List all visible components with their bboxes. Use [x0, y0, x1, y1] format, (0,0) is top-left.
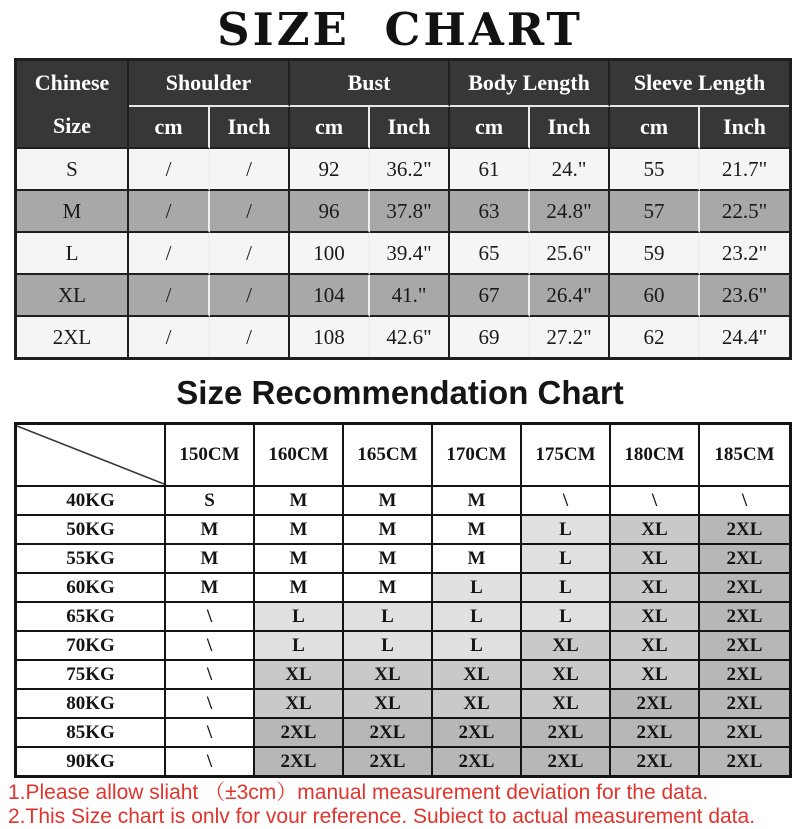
group-header-sleeve-length: Sleeve Length	[610, 61, 789, 107]
recommended-size-cell: M	[255, 487, 344, 516]
recommended-size-cell: 2XL	[255, 748, 344, 775]
note-line-1: 1.Please allow sliaht （±3cm）manual measurement deviation for the data.	[8, 781, 709, 804]
recommended-size-cell: \	[166, 632, 255, 661]
recommended-size-cell: 2XL	[433, 719, 522, 748]
recommended-size-cell: 2XL	[700, 690, 789, 719]
size-table-units-row	[17, 107, 789, 149]
recommended-size-cell: L	[522, 574, 611, 603]
recommended-size-cell: 2XL	[700, 632, 789, 661]
unit-header-inch: Inch	[530, 107, 610, 149]
size-label: L	[17, 233, 129, 275]
recommended-size-cell: 2XL	[344, 719, 433, 748]
size-row-XL	[17, 275, 789, 317]
weight-label: 75KG	[17, 661, 166, 690]
size-value-cell: /	[129, 191, 210, 233]
recommended-size-cell: M	[344, 516, 433, 545]
recommended-size-cell: L	[433, 632, 522, 661]
size-value-cell: 108	[290, 317, 370, 357]
recommended-size-cell: M	[433, 516, 522, 545]
recommended-size-cell: M	[344, 545, 433, 574]
recommended-size-cell: M	[433, 487, 522, 516]
size-value-cell: 41."	[370, 275, 450, 317]
size-label: S	[17, 149, 129, 191]
size-row-L	[17, 233, 789, 275]
recommended-size-cell: 2XL	[700, 719, 789, 748]
weight-label: 80KG	[17, 690, 166, 719]
weight-label: 40KG	[17, 487, 166, 516]
weight-row-75KG	[17, 661, 789, 690]
recommended-size-cell: L	[522, 603, 611, 632]
chinese-size-label-stack	[17, 55, 127, 153]
recommended-size-cell: XL	[344, 661, 433, 690]
height-header: 180CM	[611, 425, 700, 487]
weight-label: 60KG	[17, 574, 166, 603]
size-value-cell: 39.4"	[370, 233, 450, 275]
recommended-size-cell: L	[522, 516, 611, 545]
size-value-cell: 61	[450, 149, 530, 191]
recommended-size-cell: XL	[433, 690, 522, 719]
recommended-size-cell: \	[700, 487, 789, 516]
unit-header-inch: Inch	[370, 107, 450, 149]
unit-header-cm: cm	[450, 107, 530, 149]
corner-label-line1: Chinese	[34, 69, 110, 95]
recommended-size-cell: XL	[611, 574, 700, 603]
recommended-size-cell: XL	[611, 545, 700, 574]
size-value-cell: 60	[610, 275, 700, 317]
group-header-bust: Bust	[290, 61, 450, 107]
recommended-size-cell: 2XL	[522, 748, 611, 775]
weight-row-85KG	[17, 719, 789, 748]
size-value-cell: 27.2"	[530, 317, 610, 357]
recommended-size-cell: 2XL	[700, 603, 789, 632]
size-value-cell: /	[129, 317, 210, 357]
recommended-size-cell: 2XL	[700, 748, 789, 775]
size-value-cell: /	[210, 317, 290, 357]
size-row-2XL	[17, 317, 789, 357]
recommended-size-cell: L	[255, 632, 344, 661]
recommended-size-cell: L	[255, 603, 344, 632]
size-recommendation-table	[14, 422, 792, 778]
recommended-size-cell: M	[344, 574, 433, 603]
corner-label-line2: Size	[53, 112, 91, 138]
recommended-size-cell: M	[166, 545, 255, 574]
recommended-size-cell: L	[433, 603, 522, 632]
size-value-cell: 26.4"	[530, 275, 610, 317]
recommended-size-cell: XL	[255, 661, 344, 690]
recommended-size-cell: 2XL	[611, 748, 700, 775]
recommended-size-cell: M	[166, 574, 255, 603]
group-header-shoulder: Shoulder	[129, 61, 290, 107]
size-chart-page	[0, 3, 800, 828]
recommended-size-cell: XL	[522, 690, 611, 719]
size-label: M	[17, 191, 129, 233]
weight-label: 85KG	[17, 719, 166, 748]
weight-row-65KG	[17, 603, 789, 632]
recommended-size-cell: XL	[611, 516, 700, 545]
recommended-size-cell: XL	[255, 690, 344, 719]
size-value-cell: 21.7"	[700, 149, 789, 191]
recommended-size-cell: XL	[611, 603, 700, 632]
recommended-size-cell: L	[344, 632, 433, 661]
size-value-cell: 57	[610, 191, 700, 233]
weight-label: 55KG	[17, 545, 166, 574]
height-header: 185CM	[700, 425, 789, 487]
height-header: 175CM	[522, 425, 611, 487]
size-value-cell: 24.4"	[700, 317, 789, 357]
recommended-size-cell: XL	[433, 661, 522, 690]
size-value-cell: 69	[450, 317, 530, 357]
unit-header-cm: cm	[290, 107, 370, 149]
recommended-size-cell: 2XL	[611, 719, 700, 748]
size-row-S	[17, 149, 789, 191]
recommended-size-cell: 2XL	[700, 545, 789, 574]
note-line-2: 2.This Size chart is onlv for vour reference. Subiect to actual measurement data.	[8, 805, 756, 828]
size-value-cell: 104	[290, 275, 370, 317]
size-value-cell: 59	[610, 233, 700, 275]
height-weight-corner-cell	[17, 425, 166, 487]
section-title: Size Recommendation Chart	[176, 374, 624, 411]
size-value-cell: /	[129, 149, 210, 191]
weight-row-90KG	[17, 748, 789, 775]
weight-label: 70KG	[17, 632, 166, 661]
recommended-size-cell: \	[522, 487, 611, 516]
weight-row-60KG	[17, 574, 789, 603]
recommended-size-cell: M	[166, 516, 255, 545]
size-value-cell: /	[210, 233, 290, 275]
recommended-size-cell: M	[344, 487, 433, 516]
weight-row-50KG	[17, 516, 789, 545]
size-value-cell: /	[210, 191, 290, 233]
size-value-cell: 55	[610, 149, 700, 191]
recommended-size-cell: M	[255, 574, 344, 603]
recommended-size-cell: L	[344, 603, 433, 632]
height-header-row	[17, 425, 789, 487]
height-header: 165CM	[344, 425, 433, 487]
unit-header-inch: Inch	[700, 107, 789, 149]
recommended-size-cell: \	[166, 603, 255, 632]
recommended-size-cell: XL	[611, 661, 700, 690]
recommended-size-cell: \	[166, 690, 255, 719]
weight-label: 65KG	[17, 603, 166, 632]
size-value-cell: 24."	[530, 149, 610, 191]
recommended-size-cell: 2XL	[700, 516, 789, 545]
recommended-size-cell: 2XL	[700, 661, 789, 690]
size-value-cell: /	[129, 275, 210, 317]
size-value-cell: 42.6"	[370, 317, 450, 357]
size-value-cell: 67	[450, 275, 530, 317]
recommended-size-cell: 2XL	[522, 719, 611, 748]
unit-header-cm: cm	[129, 107, 210, 149]
recommended-size-cell: 2XL	[255, 719, 344, 748]
weight-row-55KG	[17, 545, 789, 574]
size-value-cell: 37.8"	[370, 191, 450, 233]
group-header-body-length: Body Length	[450, 61, 610, 107]
recommended-size-cell: 2XL	[433, 748, 522, 775]
recommended-size-cell: 2XL	[700, 574, 789, 603]
size-value-cell: 23.2"	[700, 233, 789, 275]
size-value-cell: 100	[290, 233, 370, 275]
recommended-size-cell: XL	[611, 632, 700, 661]
weight-row-80KG	[17, 690, 789, 719]
size-value-cell: 25.6"	[530, 233, 610, 275]
height-header: 150CM	[166, 425, 255, 487]
recommended-size-cell: S	[166, 487, 255, 516]
recommended-size-cell: L	[522, 545, 611, 574]
recommended-size-cell: M	[255, 516, 344, 545]
diagonal-divider-icon	[17, 426, 164, 484]
size-value-cell: 24.8"	[530, 191, 610, 233]
weight-row-70KG	[17, 632, 789, 661]
size-value-cell: 36.2"	[370, 149, 450, 191]
size-table-group-header-row	[17, 61, 789, 107]
size-label: 2XL	[17, 317, 129, 357]
weight-label: 90KG	[17, 748, 166, 775]
size-value-cell: /	[210, 275, 290, 317]
measurement-notes	[8, 781, 800, 829]
recommended-size-cell: XL	[522, 632, 611, 661]
recommended-size-cell: M	[255, 545, 344, 574]
size-value-cell: /	[210, 149, 290, 191]
unit-header-inch: Inch	[210, 107, 290, 149]
recommended-size-cell: M	[433, 545, 522, 574]
size-value-cell: 92	[290, 149, 370, 191]
weight-row-40KG	[17, 487, 789, 516]
recommended-size-cell: 2XL	[611, 690, 700, 719]
size-value-cell: 63	[450, 191, 530, 233]
unit-header-cm: cm	[610, 107, 700, 149]
recommended-size-cell: XL	[344, 690, 433, 719]
recommended-size-cell: L	[433, 574, 522, 603]
page-title: SIZE CHART	[217, 3, 583, 56]
size-value-cell: 22.5"	[700, 191, 789, 233]
weight-label: 50KG	[17, 516, 166, 545]
recommended-size-cell: \	[166, 748, 255, 775]
height-header: 160CM	[255, 425, 344, 487]
size-value-cell: 62	[610, 317, 700, 357]
size-value-cell: 65	[450, 233, 530, 275]
recommended-size-cell: 2XL	[344, 748, 433, 775]
size-chart-table	[14, 58, 792, 360]
size-value-cell: 96	[290, 191, 370, 233]
recommended-size-cell: \	[166, 719, 255, 748]
size-value-cell: /	[129, 233, 210, 275]
recommended-size-cell: \	[166, 661, 255, 690]
size-value-cell: 23.6"	[700, 275, 789, 317]
recommended-size-cell: \	[611, 487, 700, 516]
height-header: 170CM	[433, 425, 522, 487]
chinese-size-corner-header	[17, 61, 129, 149]
recommended-size-cell: XL	[522, 661, 611, 690]
size-label: XL	[17, 275, 129, 317]
size-row-M	[17, 191, 789, 233]
